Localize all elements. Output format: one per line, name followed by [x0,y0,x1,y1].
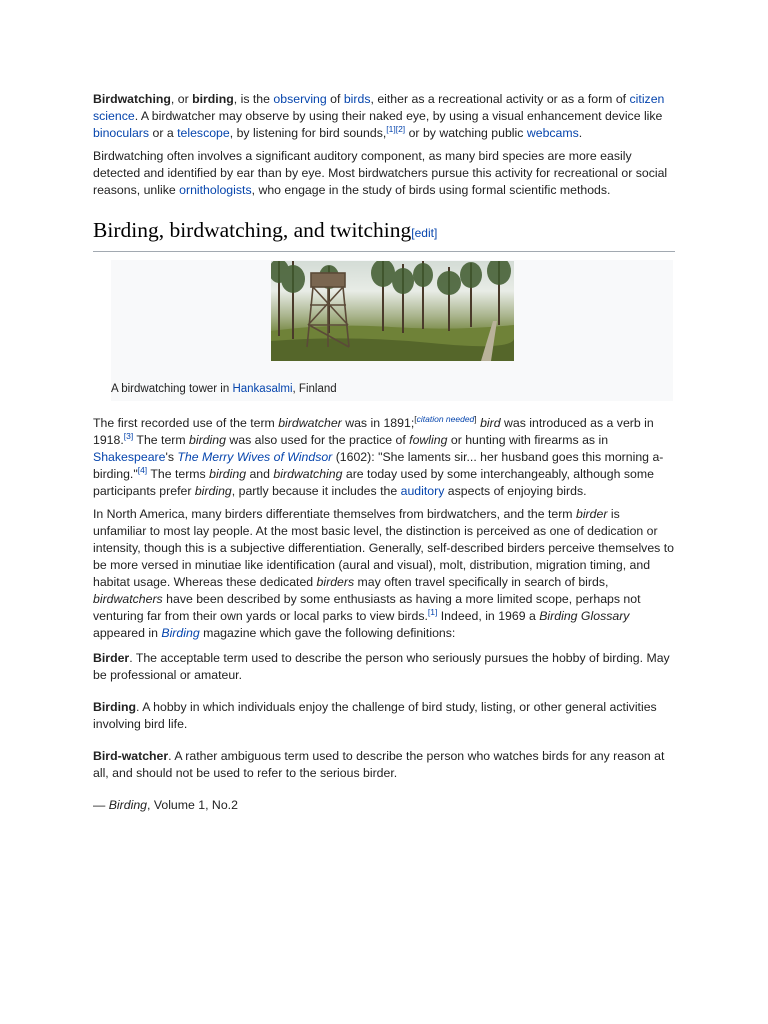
edit-link[interactable]: [edit] [411,226,438,240]
text: , Finland [292,383,337,395]
link-hankasalmi[interactable]: Hankasalmi [232,383,293,395]
definition-term: Bird-watcher [93,749,169,763]
italic-bird: bird [480,416,501,430]
definitions-quote [93,650,675,814]
ref-link-1[interactable]: [1] [386,124,396,134]
reference-4 [138,465,147,475]
italic-birding-glossary: Birding Glossary [539,609,630,623]
link-birding-magazine[interactable] [161,626,199,640]
text: (1602): "She laments sir... her husband goes this morning a-birding." [93,450,664,481]
text: Birdwatching often involves a significant auditory component, as many bird species are more easily detected and identified by ear than by eye. Most birdwatchers pursue this activity for recreational or social reasons, unlike [93,149,668,197]
link-text: The Merry Wives of Windsor [177,450,333,464]
reference-1 [386,124,405,134]
figure-thumbnail [111,260,673,401]
italic-birdwatching: birdwatching [273,467,343,481]
section-title: Birding, birdwatching, and twitching [93,218,412,242]
text: was introduced as a verb in 1918. [93,416,654,447]
term-birdwatching: Birdwatching [93,92,171,106]
text: was in 1891; [341,416,415,430]
text: and [246,467,274,481]
body-paragraph-1 [93,415,675,500]
text: , who engage in the study of birds using formal scientific methods. [251,183,611,197]
text: , or [170,92,193,106]
italic-birding: birding [189,433,226,447]
text: In North America, many birders differentiate themselves from birdwatchers, and the term [93,507,576,521]
italic-birding: birding [209,467,247,481]
link-ornithologists[interactable]: ornithologists [179,183,252,197]
intro-paragraph-1 [93,91,675,142]
text: was also used for the practice of [225,433,410,447]
article-content [93,91,675,820]
link-webcams[interactable]: webcams [526,126,579,140]
ref-link-3[interactable]: [3] [123,431,134,441]
quote-rest: , Volume 1, No.2 [147,798,238,812]
italic-birding: birding [194,484,232,498]
section-heading [93,217,675,252]
definition-bird-watcher [93,748,675,782]
link-text: Birding [161,626,200,640]
bracket: [ [414,414,417,424]
intro-paragraph-2 [93,148,675,199]
definition-birding [93,699,675,733]
link-binoculars[interactable]: binoculars [93,126,150,140]
text: magazine which gave the following definitions: [199,626,456,640]
italic-birder: birder [575,507,608,521]
reference-1b [428,607,437,617]
bracket: ] [474,414,477,424]
link-citizen-science[interactable]: citizen science [93,92,665,123]
italic-fowling: fowling [409,433,448,447]
italic-birdwatchers: birdwatchers [93,592,163,606]
dash: — [93,798,109,812]
text: aspects of enjoying birds. [444,484,587,498]
italic-birders: birders [316,575,355,589]
text: are today used by some interchangeably, although some participants prefer [93,467,654,498]
text: , is the [233,92,274,106]
definition-text: . A rather ambiguous term used to describe the person who watches birds for any reason at all, and should not be used to refer to the serious birder. [93,749,665,780]
link-auditory[interactable]: auditory [400,484,445,498]
text: , by listening for bird sounds, [229,126,387,140]
text: . [578,126,583,140]
text: or by watching public [405,126,527,140]
text: The term [133,433,190,447]
text: The first recorded use of the term [93,416,279,430]
text: . A birdwatcher may observe by using their naked eye, by using a visual enhancement device like [134,109,663,123]
quote-source [93,797,675,814]
definition-text: . The acceptable term used to describe the person who seriously pursues the hobby of birding. May be professional or amateur. [93,651,670,682]
figure-caption [111,381,337,398]
text: may often travel specifically in search of birds, [354,575,609,589]
term-birding: birding [192,92,234,106]
link-merry-wives[interactable] [177,450,332,464]
text: or a [149,126,178,140]
link-shakespeare[interactable]: Shakespeare [93,450,166,464]
italic-birdwatcher: birdwatcher [278,416,342,430]
definition-text: . A hobby in which individuals enjoy the challenge of bird study, listing, or other general activities involving bird life. [93,700,657,731]
reference-3 [124,431,133,441]
ref-link-2[interactable]: [2] [395,124,406,134]
birdwatching-tower-photo[interactable] [271,261,514,361]
text: appeared in [93,626,162,640]
quote-title: Birding [108,798,147,812]
text: or hunting with firearms as in [447,433,609,447]
text: 's [165,450,178,464]
link-observing[interactable]: observing [273,92,327,106]
text: is unfamiliar to most lay people. At the most basic level, the distinction is perceived as one of dedication or intensity, though this is a subjective differentiation. Generally, self-described birders perceive themselves to be more versed in minutiae like identification (aural and visual), molt, distribution, migration timing, and habitat usage. Whereas these dedicated [93,507,674,589]
definition-term: Birding [93,700,137,714]
citation-needed-link[interactable]: citation needed [416,414,475,424]
ref-link-4[interactable]: [4] [137,465,148,475]
citation-needed [414,414,476,424]
definition-term: Birder [93,651,130,665]
text: The terms [147,467,210,481]
text: have been described by some enthusiasts as having a more limited scope, perhaps not venturing far from their own yards or local parks to view birds. [93,592,641,623]
text: , either as a recreational activity or as a form of [370,92,630,106]
ref-link-1b[interactable]: [1] [427,607,438,617]
text: A birdwatching tower in [111,383,233,395]
definition-birder [93,650,675,684]
body-paragraph-2 [93,506,675,642]
link-birds[interactable]: birds [343,92,371,106]
text: , partly because it includes the [231,484,401,498]
text: of [326,92,344,106]
link-telescope[interactable]: telescope [177,126,230,140]
text: Indeed, in 1969 a [437,609,540,623]
